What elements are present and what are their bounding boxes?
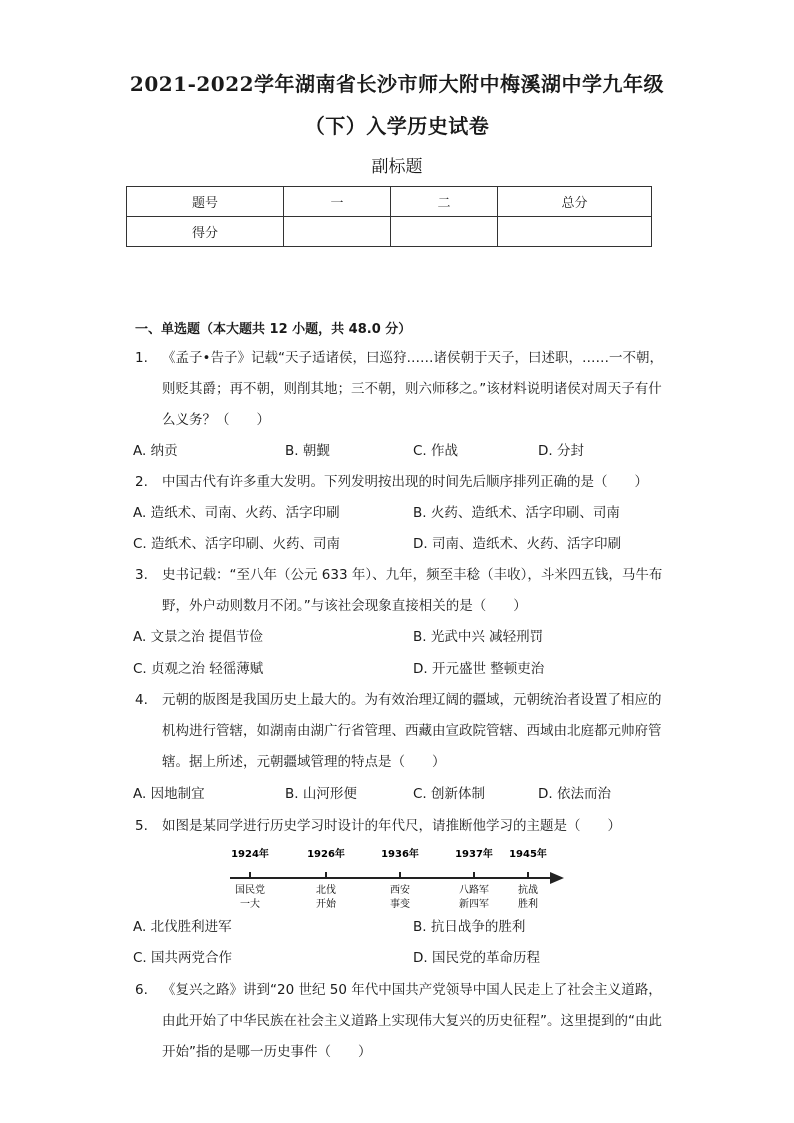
question-2	[135, 467, 665, 498]
option-d[interactable]: D. 开元盛世 整顿吏治	[413, 661, 545, 677]
question-stem: 如图是某同学进行历史学习时设计的年代尺，请推断他学习的主题是（ ）	[162, 818, 621, 834]
exam-title-line2: （下）入学历史试卷	[304, 114, 490, 138]
timeline-event-label: 胜利	[518, 899, 538, 910]
option-c[interactable]: C. 国共两党合作	[133, 950, 233, 966]
question-number: 5.	[135, 818, 148, 834]
timeline-event-label: 北伐	[316, 885, 336, 896]
question-5-options-row1	[133, 912, 663, 943]
timeline-year-label: 1936年	[381, 849, 419, 860]
timeline-event-label: 八路军	[459, 885, 489, 896]
score-table-header-row	[127, 187, 652, 217]
question-stem: 《复兴之路》讲到“20 世纪 50 年代中国共产党领导中国人民走上了社会主义道路，由此开始了中华民族在社会主义道路上实现伟大复兴的历史征程”。这里提到的“由此开始”指的是哪一历史事件（ ）	[162, 982, 662, 1060]
question-1	[135, 343, 665, 436]
question-stem: 中国古代有许多重大发明。下列发明按出现的时间先后顺序排列正确的是（ ）	[162, 474, 648, 490]
timeline-event-label: 事变	[390, 899, 410, 910]
option-c[interactable]: C. 造纸术、活字印刷、火药、司南	[133, 536, 341, 552]
score-cell[interactable]	[284, 217, 391, 247]
question-1-options	[133, 436, 663, 467]
question-number: 6.	[135, 982, 148, 998]
score-cell[interactable]	[391, 217, 498, 247]
question-3-options-row2	[133, 654, 663, 685]
option-a[interactable]: A. 文景之治 提倡节俭	[133, 629, 263, 645]
timeline-event-label: 抗战	[518, 885, 538, 896]
question-stem: 史书记载：“至八年（公元 633 年）、九年，频至丰稔（丰收），斗米四五钱，马牛布野，外户动则数月不闭。”与该社会现象直接相关的是（ ）	[162, 567, 663, 614]
subtitle: 副标题	[371, 157, 423, 177]
score-table	[126, 186, 652, 247]
option-b[interactable]: B. 朝觐	[285, 443, 330, 459]
timeline-year-label: 1926年	[307, 849, 345, 860]
timeline-year-label: 1945年	[509, 849, 547, 860]
timeline-year-label: 1924年	[231, 849, 269, 860]
option-c[interactable]: C. 作战	[413, 443, 459, 459]
question-number: 4.	[135, 692, 148, 708]
question-2-options-row1	[133, 498, 663, 529]
question-4	[135, 685, 665, 778]
timeline-chart	[228, 843, 568, 915]
question-4-options	[133, 779, 663, 810]
score-row-label: 得分	[127, 217, 284, 247]
timeline-event-label: 一大	[240, 899, 260, 910]
question-5	[135, 811, 665, 842]
question-stem: 元朝的版图是我国历史上最大的。为有效治理辽阔的疆域，元朝统治者设置了相应的机构进行管辖，如湖南由湖广行省管理、西藏由宣政院管辖、西域由北庭都元帅府管辖。据上所述，元朝疆域管理的特点是（ ）	[162, 692, 662, 770]
option-b[interactable]: B. 光武中兴 减轻刑罚	[413, 629, 544, 645]
question-6	[135, 975, 665, 1068]
score-header-cell: 总分	[498, 187, 652, 217]
question-number: 1.	[135, 350, 148, 366]
option-a[interactable]: A. 纳贡	[133, 443, 178, 459]
section-heading: 一、单选题（本大题共 12 小题，共 48.0 分）	[135, 322, 412, 337]
option-b[interactable]: B. 抗日战争的胜利	[413, 919, 526, 935]
question-3-options-row1	[133, 622, 663, 653]
option-b[interactable]: B. 山河形便	[285, 786, 357, 802]
option-a[interactable]: A. 北伐胜利进军	[133, 919, 232, 935]
question-stem: 《孟子•告子》记载“天子适诸侯，曰巡狩……诸侯朝于天子，曰述职，……一不朝，则贬其爵；再不朝，则削其地；三不朝，则六师移之。”该材料说明诸侯对周天子有什么义务？（ ）	[162, 350, 663, 428]
option-d[interactable]: D. 依法而治	[538, 786, 611, 802]
timeline-arrow-icon	[550, 872, 564, 884]
option-d[interactable]: D. 分封	[538, 443, 584, 459]
question-2-options-row2	[133, 529, 663, 560]
question-5-options-row2	[133, 943, 663, 974]
score-header-cell: 二	[391, 187, 498, 217]
option-a[interactable]: A. 因地制宜	[133, 786, 205, 802]
timeline-event-label: 国民党	[235, 885, 265, 896]
option-d[interactable]: D. 国民党的革命历程	[413, 950, 540, 966]
score-header-cell: 一	[284, 187, 391, 217]
question-3	[135, 560, 665, 622]
option-b[interactable]: B. 火药、造纸术、活字印刷、司南	[413, 505, 620, 521]
question-number: 3.	[135, 567, 148, 583]
timeline-event-label: 开始	[316, 899, 336, 910]
score-cell[interactable]	[498, 217, 652, 247]
option-c[interactable]: C. 贞观之治 轻徭薄赋	[133, 661, 264, 677]
option-a[interactable]: A. 造纸术、司南、火药、活字印刷	[133, 505, 340, 521]
option-d[interactable]: D. 司南、造纸术、火药、活字印刷	[413, 536, 621, 552]
exam-title-line1: 2021-2022学年湖南省长沙市师大附中梅溪湖中学九年级	[129, 72, 665, 96]
timeline-event-label: 西安	[390, 885, 410, 896]
question-number: 2.	[135, 474, 148, 490]
score-table-score-row	[127, 217, 652, 247]
score-header-cell: 题号	[127, 187, 284, 217]
timeline-year-label: 1937年	[455, 849, 493, 860]
timeline-event-label: 新四军	[459, 899, 489, 910]
option-c[interactable]: C. 创新体制	[413, 786, 486, 802]
